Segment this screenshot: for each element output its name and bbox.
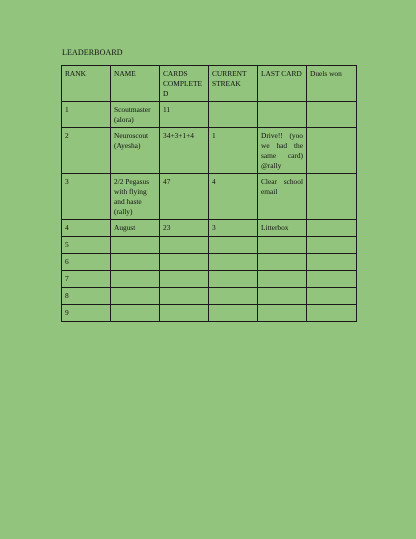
cell-duels [307,174,357,220]
cell-streak [209,271,258,288]
cell-duels [307,288,357,305]
cell-name: August [111,220,160,237]
cell-duels [307,271,357,288]
cell-last-card [258,254,307,271]
cell-name: Neuroscout (Ayesha) [111,128,160,174]
cell-last-card [258,305,307,322]
cell-rank: 7 [62,271,111,288]
cell-last-card: Litterbox [258,220,307,237]
leaderboard-table [61,65,357,322]
cell-cards: 47 [160,174,209,220]
cell-name [111,288,160,305]
cell-rank: 9 [62,305,111,322]
cell-duels [307,237,357,254]
header-duels-won: Duels won [307,66,357,102]
header-current-streak: CURRENT STREAK [209,66,258,102]
cell-duels [307,102,357,128]
cell-cards [160,305,209,322]
header-rank: RANK [62,66,111,102]
table-row [62,237,357,254]
cell-duels [307,128,357,174]
cell-last-card [258,271,307,288]
cell-streak: 1 [209,128,258,174]
cell-cards: 11 [160,102,209,128]
page-title: LEADERBOARD [62,48,123,57]
table-row [62,174,357,220]
cell-cards [160,254,209,271]
cell-streak [209,254,258,271]
cell-rank: 5 [62,237,111,254]
cell-rank: 1 [62,102,111,128]
cell-cards: 34+3+1+4 [160,128,209,174]
table-row [62,220,357,237]
cell-last-card: Drive!! (yoo we had the same card) @rally [258,128,307,174]
table-row [62,271,357,288]
cell-name: Scoutmaster (alora) [111,102,160,128]
cell-name [111,254,160,271]
cell-last-card [258,237,307,254]
cell-streak [209,102,258,128]
cell-streak [209,288,258,305]
cell-streak [209,237,258,254]
header-last-card: LAST CARD [258,66,307,102]
cell-rank: 6 [62,254,111,271]
cell-cards: 23 [160,220,209,237]
cell-rank: 8 [62,288,111,305]
cell-name [111,271,160,288]
cell-last-card [258,288,307,305]
table-row [62,128,357,174]
table-row [62,254,357,271]
cell-cards [160,271,209,288]
cell-last-card [258,102,307,128]
cell-last-card: Clear school email [258,174,307,220]
header-row [62,66,357,102]
header-cards-completed: CARDS COMPLETED [160,66,209,102]
cell-name: 2/2 Pegasus with flying and haste (rally) [111,174,160,220]
cell-streak: 3 [209,220,258,237]
cell-name [111,237,160,254]
cell-rank: 3 [62,174,111,220]
cell-cards [160,237,209,254]
cell-duels [307,305,357,322]
cell-rank: 4 [62,220,111,237]
cell-streak [209,305,258,322]
cell-duels [307,254,357,271]
cell-cards [160,288,209,305]
table-row [62,102,357,128]
table-row [62,305,357,322]
cell-duels [307,220,357,237]
cell-streak: 4 [209,174,258,220]
cell-name [111,305,160,322]
table-row [62,288,357,305]
cell-rank: 2 [62,128,111,174]
header-name: NAME [111,66,160,102]
